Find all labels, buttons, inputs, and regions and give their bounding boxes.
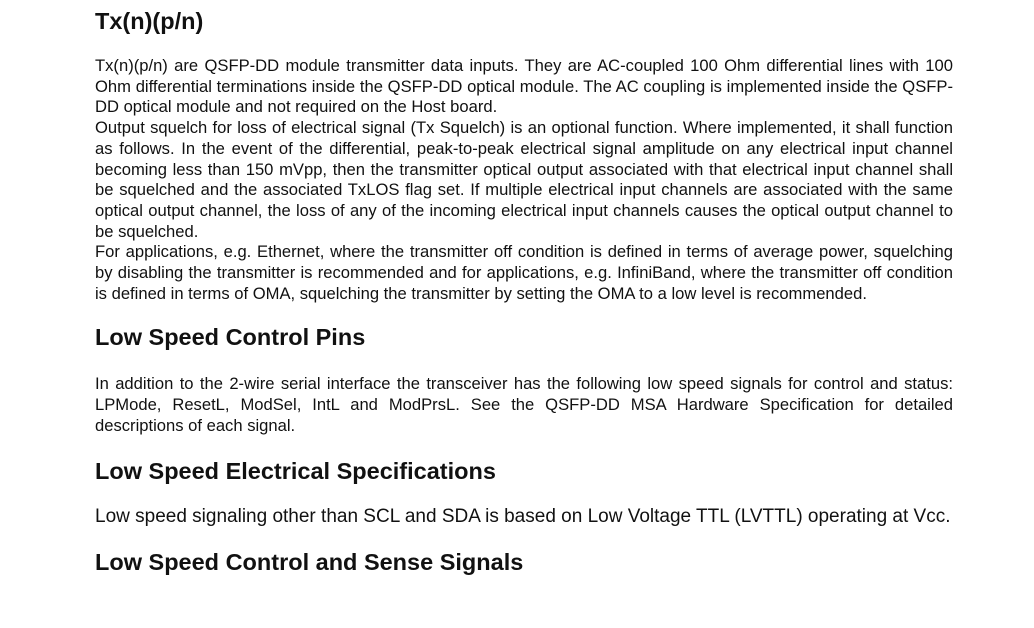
section-heading-low-speed-electrical-specs: Low Speed Electrical Specifications (95, 457, 496, 484)
document-page (95, 0, 953, 576)
section-heading-low-speed-control-sense: Low Speed Control and Sense Signals (95, 548, 524, 575)
section-heading-low-speed-control-pins: Low Speed Control Pins (95, 324, 366, 351)
tx-paragraph-squelch: Output squelch for loss of electrical signal (Tx Squelch) is an optional function. Where implemented, it shall function as follows. In the event of the differential, peak-to-peak electrical signal amplitude on any electrical input channel becoming less than 150 mVpp, then the transmitter optical output associated with that electrical input channel shall be squelched and the associated TxLOS flag set. If multiple electrical input channels are associated with the same optical output channel, the loss of any of the incoming electrical input channels causes the optical output channel to be squelched. (95, 118, 953, 241)
section-heading-tx: Tx(n)(p/n) (95, 8, 204, 34)
tx-paragraph-ac-coupling: Tx(n)(p/n) are QSFP-DD module transmitter data inputs. They are AC-coupled 100 Ohm differential lines with 100 Ohm differential terminations inside the QSFP-DD optical module. The AC coupling is implemented inside the QSFP-DD optical module and not required on the Host board. (95, 56, 953, 117)
low-speed-control-pins-paragraph: In addition to the 2-wire serial interface the transceiver has the following low speed signals for control and status: LPMode, ResetL, ModSel, IntL and ModPrsL. See the QSFP-DD MSA Hardware Specification for detailed descriptions of each signal. (95, 374, 953, 435)
low-speed-electrical-specs-paragraph: Low speed signaling other than SCL and SDA is based on Low Voltage TTL (LVTTL) operating at Vcc. (95, 505, 951, 527)
tx-paragraph-applications: For applications, e.g. Ethernet, where the transmitter off condition is defined in terms of average power, squelching by disabling the transmitter is recommended and for applications, e.g. InfiniBand, where the transmitter off condition is defined in terms of OMA, squelching the transmitter by setting the OMA to a low level is recommended. (95, 242, 953, 303)
